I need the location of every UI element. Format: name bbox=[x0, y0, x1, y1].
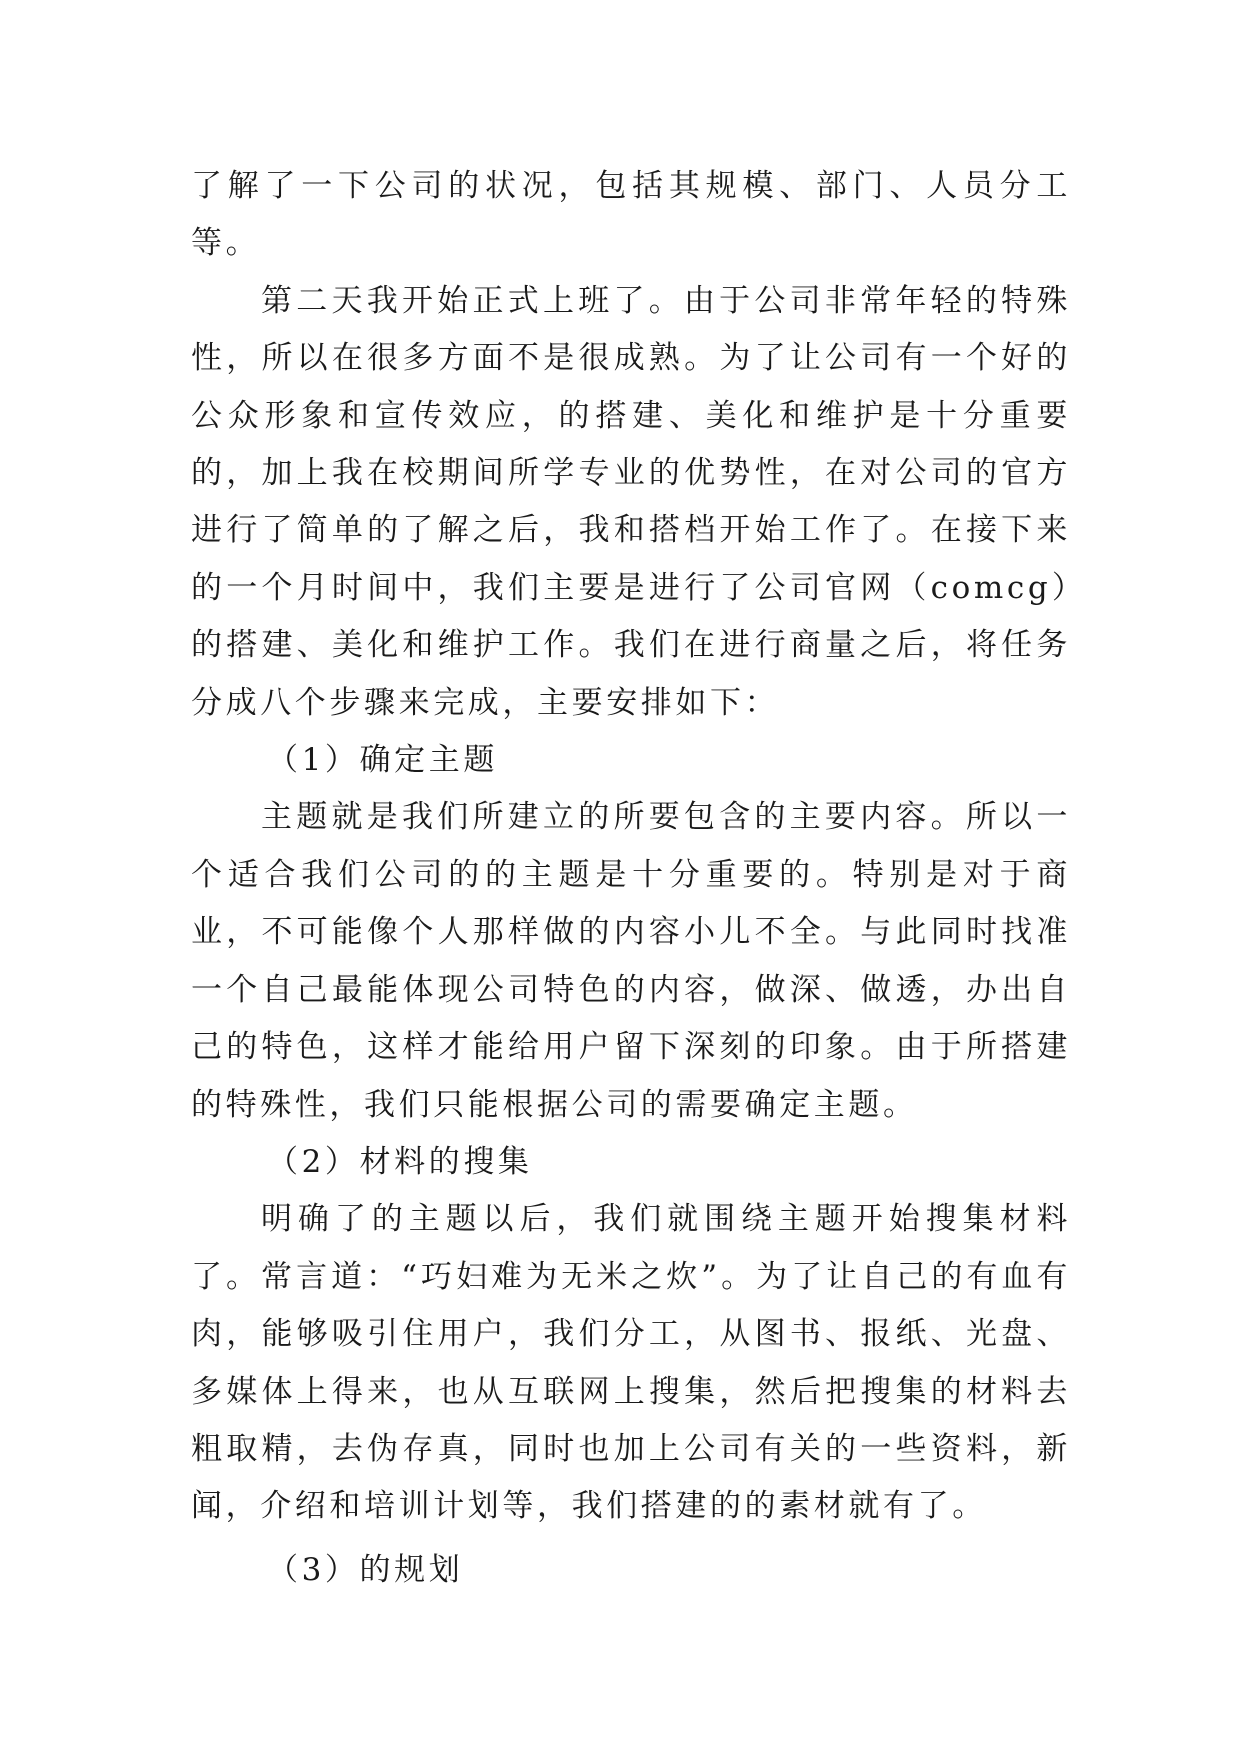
paragraph-materials: 明确了的主题以后，我们就围绕主题开始搜集材料了。常言道：“巧妇难为无米之炊”。为了让自己的有血有肉，能够吸引住用户，我们分工，从图书、报纸、光盘、多媒体上得来，也从互联网上搜集，然后把搜集的材料去粗取精，去伪存真，同时也加上公司有关的一些资料，新闻，介绍和培训计划等，我们搭建的的素材就有了。 bbox=[191, 1201, 1071, 1525]
heading-determine-theme: （1）确定主题 bbox=[267, 742, 498, 779]
paragraph-second-day: 第二天我开始正式上班了。由于公司非常年轻的特殊性，所以在很多方面不是很成熟。为了让公司有一个好的公众形象和宣传效应，的搭建、美化和维护是十分重要的，加上我在校期间所学专业的优势性，在对公司的官方进行了简单的了解之后，我和搭档开始工作了。在接下来的一个月时间中，我们主要是进行了公司官网（comcg）的搭建、美化和维护工作。我们在进行商量之后，将任务分成八个步骤来完成，主要安排如下： bbox=[191, 282, 1071, 721]
heading-material-collection: （2）材料的搜集 bbox=[267, 1143, 533, 1180]
paragraph-continuation: 了解了一下公司的状况，包括其规模、部门、人员分工等。 bbox=[191, 168, 1071, 262]
heading-planning: （3）的规划 bbox=[267, 1551, 464, 1588]
paragraph-theme: 主题就是我们所建立的所要包含的主要内容。所以一个适合我们公司的的主题是十分重要的。特别是对于商业，不可能像个人那样做的内容小儿不全。与此同时找准一个自己最能体现公司特色的内容，做深、做透，办出自己的特色，这样才能给用户留下深刻的印象。由于所搭建的特殊性，我们只能根据公司的需要确定主题。 bbox=[191, 799, 1071, 1123]
document-body bbox=[191, 158, 1071, 1599]
